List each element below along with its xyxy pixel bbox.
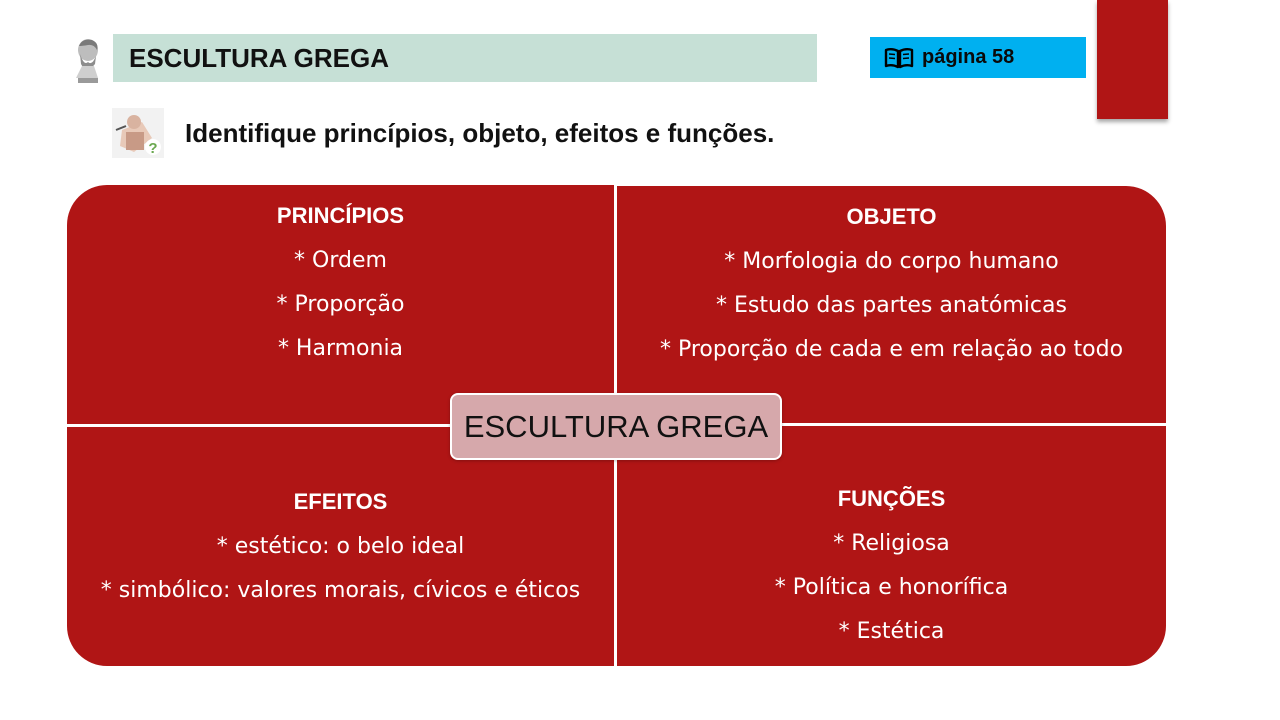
page-reference-badge xyxy=(870,37,1086,78)
question-figure-icon xyxy=(112,108,164,158)
quadrant-item: * Estudo das partes anatómicas xyxy=(716,293,1067,318)
quadrant-heading: PRINCÍPIOS xyxy=(276,203,405,228)
quadrant-item: * Proporção de cada e em relação ao todo xyxy=(659,337,1124,362)
slide-title-text: ESCULTURA GREGA xyxy=(129,42,389,73)
quadrant-heading: FUNÇÕES xyxy=(837,486,946,511)
quadrant-item: * simbólico: valores morais, cívicos e éticos xyxy=(100,578,581,603)
quadrant-item: * Proporção xyxy=(276,292,405,317)
quadrant-item: * Harmonia xyxy=(277,336,404,361)
open-book-icon xyxy=(884,47,914,69)
instruction-text: Identifique princípios, objeto, efeitos e funções. xyxy=(185,118,775,148)
quadrant-heading: EFEITOS xyxy=(293,489,388,514)
greek-bust-icon xyxy=(70,38,104,84)
quadrant-item: * Estética xyxy=(838,619,945,644)
quadrant-item: * Política e honorífica xyxy=(774,575,1009,600)
diagram-center-label xyxy=(450,393,782,460)
quadrant-objeto xyxy=(617,186,1166,423)
quadrant-item: * estético: o belo ideal xyxy=(216,534,465,559)
quadrant-item: * Morfologia do corpo humano xyxy=(724,249,1059,274)
red-bookmark-tab xyxy=(1097,0,1168,119)
quadrant-funcoes xyxy=(617,426,1166,666)
quadrant-principios xyxy=(67,185,614,424)
quadrant-heading: OBJETO xyxy=(846,204,937,229)
svg-text:?: ? xyxy=(148,140,158,157)
quadrant-item: * Ordem xyxy=(294,248,387,273)
slide-title xyxy=(113,34,817,82)
diagram-center-text: ESCULTURA GREGA xyxy=(463,408,769,444)
quadrant-item: * Religiosa xyxy=(833,531,950,556)
page-reference-text: página 58 xyxy=(922,46,1015,68)
quadrant-efeitos xyxy=(67,427,614,666)
